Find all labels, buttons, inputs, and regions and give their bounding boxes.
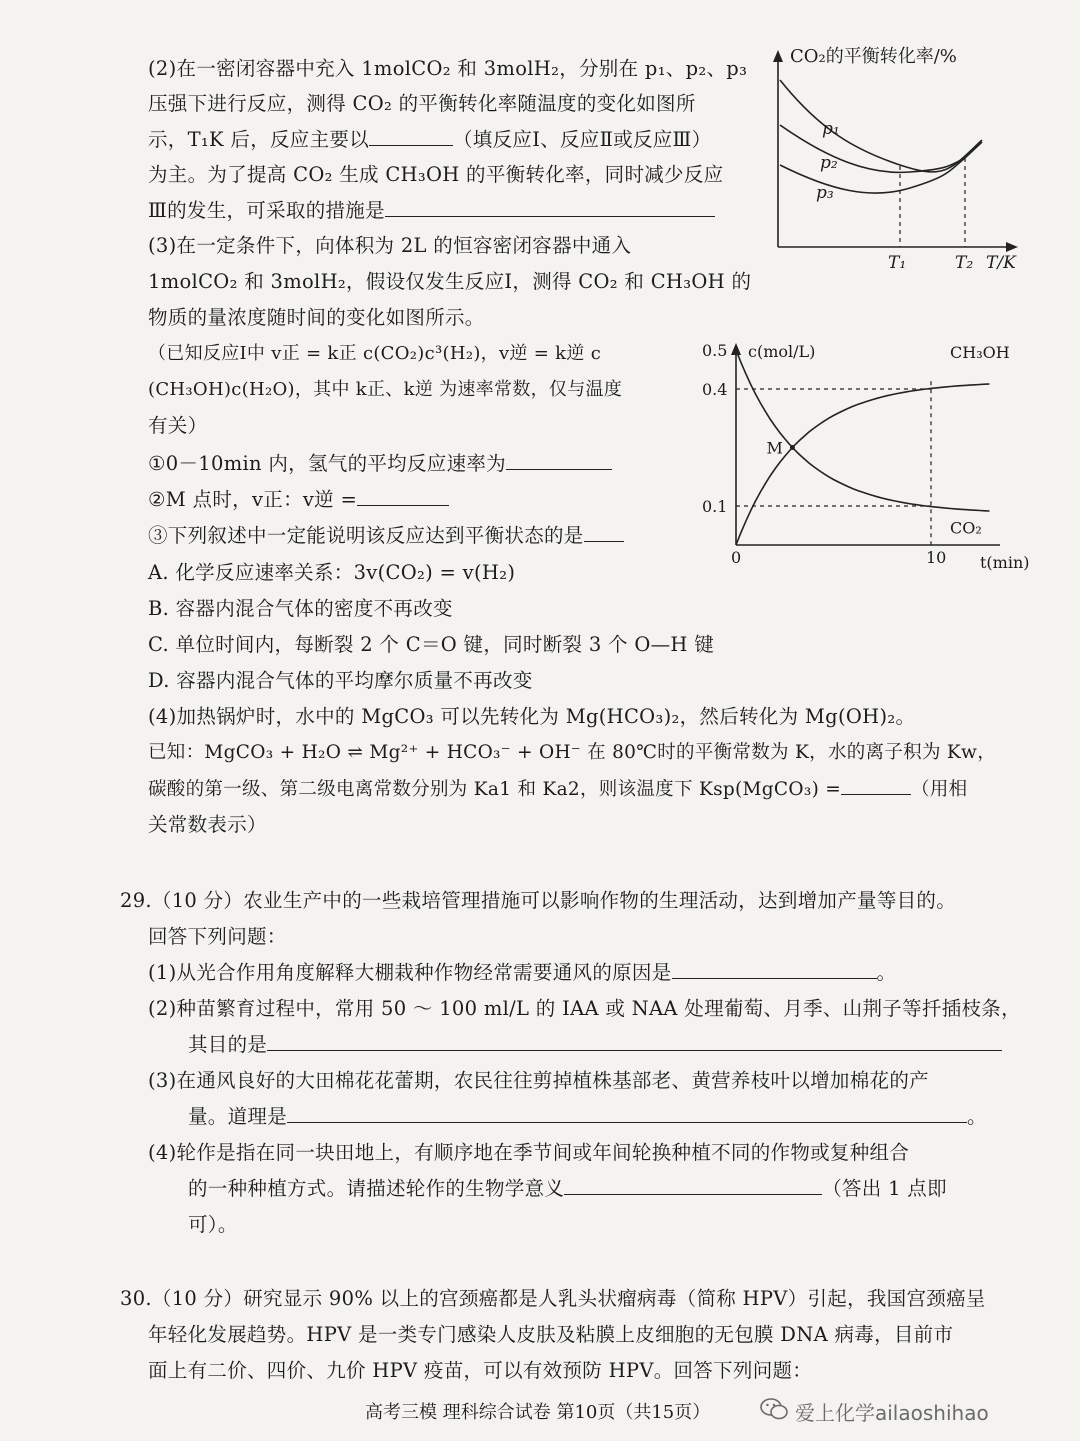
q29-sub3-line2 bbox=[188, 1104, 987, 1130]
q28-part3-line4: （已知反应Ⅰ中 v正 = k正 c(CO₂)c³(H₂)，v逆 = k逆 c bbox=[148, 343, 602, 364]
chart2-y-arrow bbox=[731, 343, 741, 355]
chart1-ylabel: CO₂的平衡转化率/% bbox=[790, 46, 957, 67]
q30-line2: 年轻化发展趋势。HPV 是一类专门感染人皮肤及粘膜上皮细胞的无包膜 DNA 病毒，目前市 bbox=[148, 1323, 954, 1346]
q30-line1: 30.（10 分）研究显示 90% 以上的宫颈癌都是人乳头状瘤病毒（简称 HPV）引起，我国宫颈癌呈 bbox=[120, 1287, 986, 1310]
answer-blank[interactable] bbox=[584, 523, 624, 542]
q28-part3-line5: (CH₃OH)c(H₂O)，其中 k正、k逆 为速率常数，仅与温度 bbox=[148, 379, 623, 400]
q29-sub2-text: 其目的是 bbox=[188, 1033, 268, 1056]
q29-sub3-text: 量。道理是 bbox=[188, 1105, 288, 1128]
q28-part2-line4: 为主。为了提高 CO₂ 生成 CH₃OH 的平衡转化率，同时减少反应 bbox=[148, 163, 724, 186]
chart1-y-arrow bbox=[773, 50, 783, 62]
q29-sub1 bbox=[148, 960, 896, 986]
q28-option-c: C. 单位时间内，每断裂 2 个 C＝O 键，同时断裂 3 个 O—H 键 bbox=[148, 633, 715, 656]
q29-sub1-text: (1)从光合作用角度解释大棚栽种作物经常需要通风的原因是 bbox=[148, 961, 672, 984]
chart2-y-tick-0: 0.1 bbox=[702, 497, 728, 516]
answer-blank[interactable] bbox=[385, 198, 715, 217]
chart1-x-tick-t2: T₂ bbox=[955, 253, 974, 273]
chart2-y-tick-1: 0.4 bbox=[702, 380, 728, 399]
co2-conversion-chart bbox=[760, 30, 1030, 275]
chart1-xlabel: T/K bbox=[986, 253, 1016, 273]
chart1-series-p3 bbox=[780, 158, 965, 193]
q28-part2-line5 bbox=[148, 198, 715, 224]
q29-sub3-end: 。 bbox=[967, 1105, 987, 1128]
chart1-series-p2 bbox=[780, 125, 982, 172]
chart2-x-tick-0: 0 bbox=[731, 548, 742, 567]
q28-part4-line4: 关常数表示） bbox=[148, 813, 267, 836]
answer-blank[interactable] bbox=[841, 776, 911, 795]
q28-part2-line2: 压强下进行反应，测得 CO₂ 的平衡转化率随温度的变化如图所 bbox=[148, 92, 696, 115]
q28-part3-sub2-text: ②M 点时，v正：v逆 = bbox=[148, 488, 358, 511]
q29-sub1-end: 。 bbox=[876, 961, 897, 984]
q28-part4-line3-tail: （用相 bbox=[911, 779, 968, 800]
q28-part3-sub1 bbox=[148, 451, 612, 477]
chart1-series-label-p1: p₁ bbox=[822, 119, 840, 139]
q28-part2-line3-text: 示，T₁K 后，反应主要以 bbox=[148, 128, 369, 151]
chart2-series-co2 bbox=[736, 350, 990, 511]
q29-sub4-text: 的一种种植方式。请描述轮作的生物学意义 bbox=[188, 1177, 565, 1200]
chart2-y-tick-2: 0.5 bbox=[702, 341, 728, 360]
chart2-annotation-m: M bbox=[766, 438, 783, 458]
q28-part3-sub3 bbox=[148, 523, 624, 549]
chart2-x-tick-1: 10 bbox=[926, 548, 947, 567]
q28-part4-line2: 已知：MgCO₃ + H₂O ⇌ Mg²⁺ + HCO₃⁻ + OH⁻ 在 80℃时的平衡常数为 K，水的离子积为 Kw， bbox=[148, 742, 996, 763]
chart2-xlabel: t(min) bbox=[980, 553, 1030, 572]
chart1-x-arrow bbox=[1006, 242, 1018, 252]
q28-part2-line3-tail: （填反应Ⅰ、反应Ⅱ或反应Ⅲ） bbox=[453, 128, 712, 151]
q28-part2-line3 bbox=[148, 127, 711, 153]
chart1-series-label-p3: p₃ bbox=[816, 183, 834, 203]
chart2-series-label-co2: CO₂ bbox=[950, 518, 982, 538]
q28-part3-line1: (3)在一定条件下，向体积为 2L 的恒容密闭容器中通入 bbox=[148, 234, 632, 257]
chart2-ylabel: c(mol/L) bbox=[748, 342, 816, 361]
q28-part2-line1: (2)在一密闭容器中充入 1molCO₂ 和 3molH₂，分别在 p₁、p₂、p₃ bbox=[148, 57, 748, 80]
answer-blank[interactable] bbox=[267, 1032, 1002, 1051]
chart2-point-m bbox=[790, 445, 795, 450]
q28-option-b: B. 容器内混合气体的密度不再改变 bbox=[148, 597, 453, 620]
q28-part4-line3-text: 碳酸的第一级、第二级电离常数分别为 Ka1 和 Ka2，则该温度下 Ksp(MgCO₃) = bbox=[148, 779, 842, 800]
q29-intro-line1: 29.（10 分）农业生产中的一些栽培管理措施可以影响作物的生理活动，达到增加产量等目的。 bbox=[120, 889, 957, 912]
answer-blank[interactable] bbox=[357, 487, 449, 506]
page-footer: 高考三模 理科综合试卷 第10页（共15页） bbox=[365, 1402, 711, 1423]
q28-part3-line2: 1molCO₂ 和 3molH₂，假设仅发生反应Ⅰ，测得 CO₂ 和 CH₃OH 的 bbox=[148, 270, 752, 293]
chart1-series-label-p2: p₂ bbox=[820, 153, 838, 173]
q29-sub4-line1: (4)轮作是指在同一块田地上，有顺序地在季节间或年间轮换种植不同的作物或复种组合 bbox=[148, 1141, 910, 1164]
q28-part3-line3: 物质的量浓度随时间的变化如图所示。 bbox=[148, 306, 485, 329]
watermark-text: 爱上化学ailaoshihao bbox=[795, 1401, 989, 1425]
chart1-series-p1 bbox=[780, 80, 982, 172]
q28-part3-sub3-text: ③下列叙述中一定能说明该反应达到平衡状态的是 bbox=[148, 524, 584, 547]
q29-sub4-tail: （答出 1 点即 bbox=[822, 1177, 947, 1200]
q29-sub4-line3: 可）。 bbox=[188, 1213, 238, 1236]
wechat-icon bbox=[760, 1398, 788, 1420]
q29-intro-line2: 回答下列问题： bbox=[148, 925, 287, 948]
answer-blank[interactable] bbox=[369, 127, 453, 146]
answer-blank[interactable] bbox=[287, 1104, 967, 1123]
q29-sub2-line2 bbox=[188, 1032, 1002, 1058]
q28-part4-line1: (4)加热锅炉时，水中的 MgCO₃ 可以先转化为 Mg(HCO₃)₂，然后转化为 Mg(OH)₂。 bbox=[148, 705, 916, 728]
concentration-time-chart bbox=[700, 335, 1030, 575]
chart2-series-label-ch3oh: CH₃OH bbox=[950, 342, 1010, 362]
q28-part3-sub2 bbox=[148, 487, 449, 513]
q28-part2-line5-text: Ⅲ的发生，可采取的措施是 bbox=[148, 199, 385, 222]
q29-sub4-line2 bbox=[188, 1176, 947, 1202]
q28-option-a: A. 化学反应速率关系：3v(CO₂) = v(H₂) bbox=[148, 561, 516, 584]
q28-part3-sub1-text: ①0－10min 内，氢气的平均反应速率为 bbox=[148, 452, 506, 475]
chart1-x-tick-t1: T₁ bbox=[888, 253, 907, 273]
q29-sub2-line1: (2)种苗繁育过程中，常用 50 ～ 100 ml/L 的 IAA 或 NAA 处理葡萄、月季、山荆子等扦插枝条， bbox=[148, 997, 1021, 1020]
answer-blank[interactable] bbox=[672, 960, 877, 979]
answer-blank[interactable] bbox=[564, 1176, 822, 1195]
q30-line3: 面上有二价、四价、九价 HPV 疫苗，可以有效预防 HPV。回答下列问题： bbox=[148, 1359, 813, 1382]
q28-option-d: D. 容器内混合气体的平均摩尔质量不再改变 bbox=[148, 669, 533, 692]
q28-part3-line6: 有关） bbox=[148, 414, 208, 437]
q29-sub3-line1: (3)在通风良好的大田棉花花蕾期，农民往往剪掉植株基部老、黄营养枝叶以增加棉花的产 bbox=[148, 1069, 929, 1092]
answer-blank[interactable] bbox=[506, 451, 612, 470]
q28-part4-line3 bbox=[148, 776, 967, 803]
